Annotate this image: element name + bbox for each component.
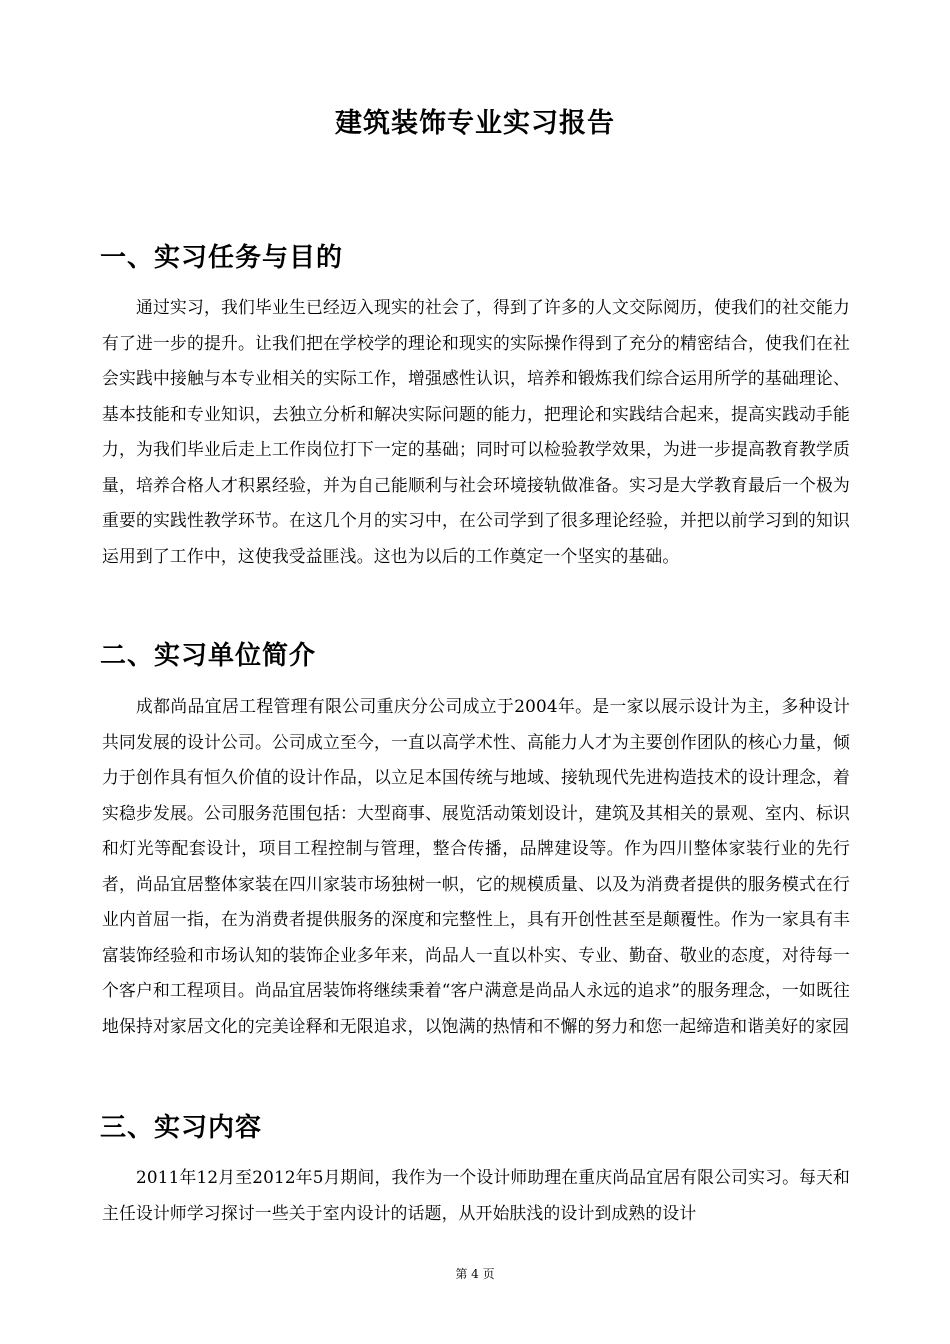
section-heading-3: 三、实习内容 (100, 1113, 263, 1143)
section-paragraph-1: 通过实习，我们毕业生已经迈入现实的社会了，得到了许多的人文交际阅历，使我们的社交能力有了进一步的提升。让我们把在学校学的理论和现实的实际操作得到了充分的精密结合，使我们在社会实践中接触与本专业相关的实际工作，增强感性认识，培养和锻炼我们综合运用所学的基础理论、基本技能和专业知识，去独立分析和解决实际问题的能力，把理论和实践结合起来，提高实践动手能力，为我们毕业后走上工作岗位打下一定的基础；同时可以检验教学效果，为进一步提高教育教学质量，培养合格人才积累经验，并为自己能顺利与社会环境接轨做准备。实习是大学教育最后一个极为重要的实践性教学环节。在这几个月的实习中，在公司学到了很多理论经验，并把以前学习到的知识运用到了工作中，这使我受益匪浅。这也为以后的工作奠定一个坚实的基础。 (102, 297, 850, 566)
page-number: 第 4 页 (455, 1267, 495, 1281)
section-paragraph-2: 成都尚品宜居工程管理有限公司重庆分公司成立于2004年。是一家以展示设计为主，多种设计共同发展的设计公司。公司成立至今，一直以高学术性、高能力人才为主要创作团队的核心力量，倾力于创作具有恒久价值的设计作品，以立足本国传统与地域、接轨现代先进构造技术的设计理念，着实稳步发展。公司服务范围包括：大型商事、展览活动策划设计，建筑及其相关的景观、室内、标识和灯光等配套设计，项目工程控制与管理，整合传播，品牌建设等。作为四川整体家装行业的先行者，尚品宜居整体家装在四川家装市场独树一帜，它的规模质量、以及为消费者提供的服务模式在行业内首屈一指，在为消费者提供服务的深度和完整性上，具有开创性甚至是颠覆性。作为一家具有丰富装饰经验和市场认知的装饰企业多年来，尚品人一直以朴实、专业、勤奋、敬业的态度，对待每一个客户和工程项目。尚品宜居装饰将继续秉着“客户满意是尚品人永远的追求”的服务理念，一如既往地保持对家居文化的完美诠释和无限追求，以饱满的热情和不懈的努力和您一起缔造和谐美好的家园 (102, 696, 850, 1036)
section-heading-2: 二、实习单位简介 (100, 641, 317, 671)
section-heading-1: 一、实习任务与目的 (100, 243, 344, 273)
section-paragraph-3: 2011年12月至2012年5月期间，我作为一个设计师助理在重庆尚品宜居有限公司实习。每天和主任设计师学习探讨一些关于室内设计的话题，从开始肤浅的设计到成熟的设计 (102, 1167, 850, 1223)
document-title: 建筑装饰专业实习报告 (335, 108, 615, 139)
